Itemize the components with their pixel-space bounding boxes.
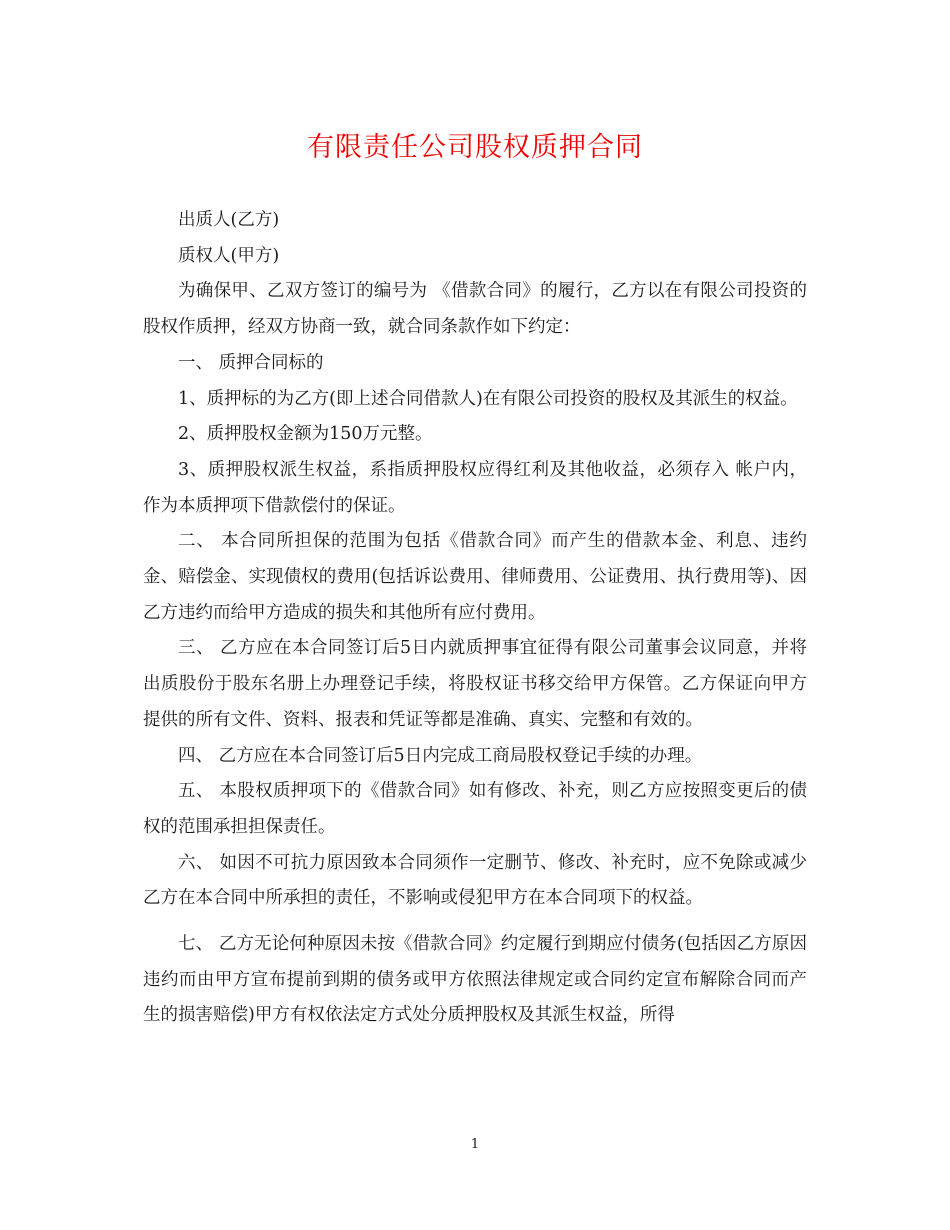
paragraph-clause-1-1: 1、质押标的为乙方(即上述合同借款人)在有限公司投资的股权及其派生的权益。 (178, 388, 798, 409)
paragraph-section-1-heading: 一、 质押合同标的 (178, 352, 324, 373)
paragraph-section-7: 七、 乙方无论何种原因未按《借款合同》约定履行到期应付债务(包括因乙方原因违约而由甲方宣布提前到期的债务或甲方依照法律规定或合同约定宣布解除合同而产生的损害赔偿)甲方有权依法定方式处分质押股权及其派生权益，所得 (143, 934, 807, 1026)
document-title: 有限责任公司股权质押合同 (307, 132, 643, 163)
page-number: 1 (470, 1137, 480, 1152)
paragraph-section-5: 五、 本股权质押项下的《借款合同》如有修改、补充，则乙方应按照变更后的债权的范围承担担保责任。 (143, 781, 807, 837)
paragraph-section-6: 六、 如因不可抗力原因致本合同须作一定删节、修改、补充时，应不免除或减少乙方在本合同中所承担的责任，不影响或侵犯甲方在本合同项下的权益。 (143, 852, 807, 909)
paragraph-section-2: 二、 本合同所担保的范围为包括《借款合同》而产生的借款本金、利息、违约金、赔偿金、实现债权的费用(包括诉讼费用、律师费用、公证费用、执行费用等)、因乙方违约而给甲方造成的损失和其他所有应付费用。 (143, 531, 807, 623)
document-body (143, 203, 807, 1034)
paragraph-section-4: 四、 乙方应在本合同签订后5日内完成工商局股权登记手续的办理。 (178, 745, 703, 766)
paragraph-section-3: 三、 乙方应在本合同签订后5日内就质押事宜征得有限公司董事会议同意，并将出质股份于股东名册上办理登记手续，将股权证书移交给甲方保管。乙方保证向甲方提供的所有文件、资料、报表和凭证等都是准确、真实、完整和有效的。 (143, 638, 807, 730)
paragraph-clause-1-2: 2、质押股权金额为150万元整。 (178, 424, 433, 445)
paragraph-clause-1-3: 3、质押股权派生权益，系指质押股权应得红利及其他收益，必须存入 帐户内，作为本质押项下借款偿付的保证。 (143, 459, 807, 516)
paragraph-pledgor: 出质人(乙方) (178, 210, 280, 230)
paragraph-preamble: 为确保甲、乙双方签订的编号为 《借款合同》的履行，乙方以在有限公司投资的股权作质押，经双方协商一致，就合同条款作如下约定： (143, 281, 807, 338)
paragraph-pledgee: 质权人(甲方) (178, 245, 280, 266)
